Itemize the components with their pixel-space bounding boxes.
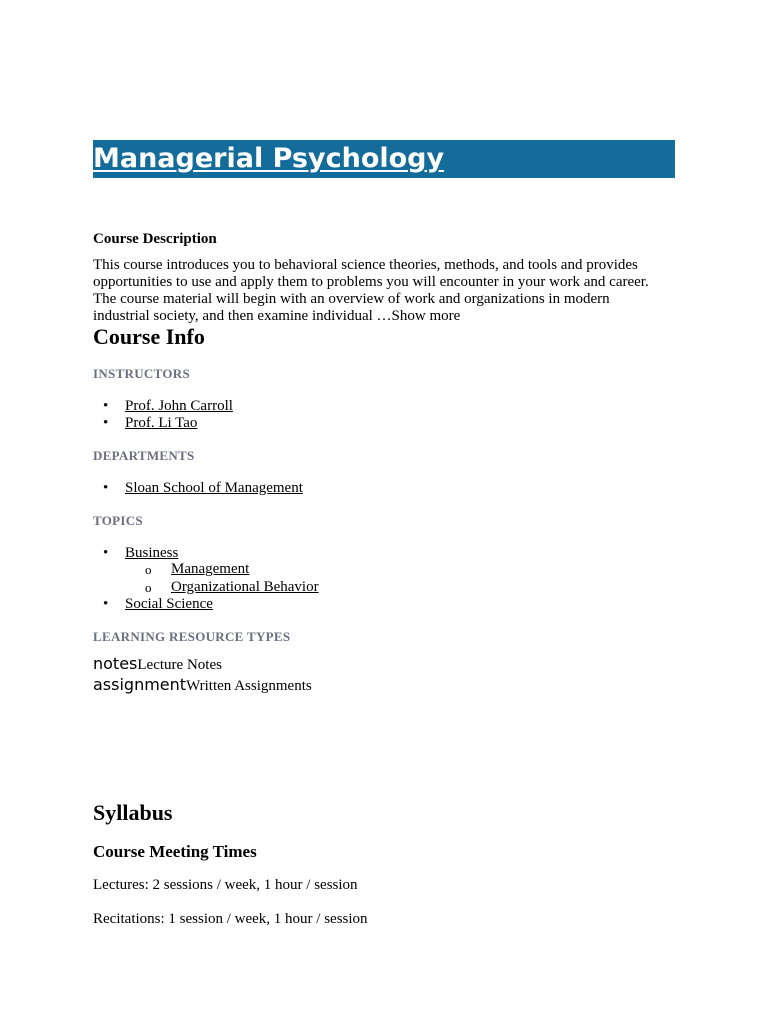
topics-list-continued <box>103 596 213 613</box>
instructors-label: INSTRUCTORS <box>93 366 190 381</box>
course-description-heading: Course Description <box>93 231 217 247</box>
meeting-times-heading: Course Meeting Times <box>93 842 257 861</box>
description-line: This course introduces you to behavioral science theories, methods, and tools and provides <box>93 257 638 273</box>
course-description-text <box>93 257 693 325</box>
lectures-text: Lectures: 2 sessions / week, 1 hour / session <box>93 877 358 893</box>
description-line-text: industrial society, and then examine individual … <box>93 308 392 324</box>
syllabus-heading: Syllabus <box>93 800 173 825</box>
description-line: opportunities to use and apply them to problems you will encounter in your work and career. <box>93 274 649 290</box>
recitations-text: Recitations: 1 session / week, 1 hour / session <box>93 911 368 927</box>
resource-type-lecture-notes[interactable] <box>93 654 222 674</box>
resource-type-label: Written Assignments <box>186 678 312 694</box>
bullet-icon: • <box>103 545 109 561</box>
circle-bullet-icon: o <box>145 579 152 595</box>
list-item <box>103 398 233 415</box>
course-title[interactable]: Managerial Psychology <box>93 143 445 174</box>
description-line: The course material will begin with an overview of work and organizations in modern <box>93 291 610 307</box>
list-item <box>145 578 319 597</box>
notes-icon: notes <box>93 654 138 673</box>
learning-resource-types-label: LEARNING RESOURCE TYPES <box>93 629 291 644</box>
list-item <box>103 596 213 613</box>
bullet-icon: • <box>103 414 109 431</box>
instructors-list <box>103 398 233 431</box>
bullet-icon: • <box>103 596 109 612</box>
list-item <box>103 545 179 562</box>
departments-label: DEPARTMENTS <box>93 448 195 463</box>
topic-link-business[interactable]: Business <box>125 545 179 561</box>
list-item <box>145 561 319 579</box>
subtopic-link-organizational-behavior[interactable]: Organizational Behavior <box>171 578 319 595</box>
instructor-link[interactable]: Prof. Li Tao <box>125 414 198 431</box>
circle-bullet-icon: o <box>145 562 152 577</box>
topics-list <box>103 545 179 562</box>
bullet-icon: • <box>103 480 109 496</box>
list-item <box>103 480 303 497</box>
resource-type-label: Lecture Notes <box>137 657 222 673</box>
topic-link-social-science[interactable]: Social Science <box>125 596 213 612</box>
business-subtopics-list <box>145 561 319 596</box>
description-line-last <box>93 308 693 325</box>
instructor-link[interactable]: Prof. John Carroll <box>125 398 233 414</box>
list-item <box>103 414 233 432</box>
show-more-link[interactable]: Show more <box>391 308 461 324</box>
course-title-banner <box>93 140 675 178</box>
department-link[interactable]: Sloan School of Management <box>125 480 303 496</box>
subtopic-link-management[interactable]: Management <box>171 561 250 577</box>
course-info-heading: Course Info <box>93 324 205 349</box>
bullet-icon: • <box>103 398 109 414</box>
departments-list <box>103 480 303 497</box>
topics-label: TOPICS <box>93 513 143 528</box>
assignment-icon: assignment <box>93 675 187 694</box>
resource-type-written-assignments[interactable] <box>93 675 312 695</box>
